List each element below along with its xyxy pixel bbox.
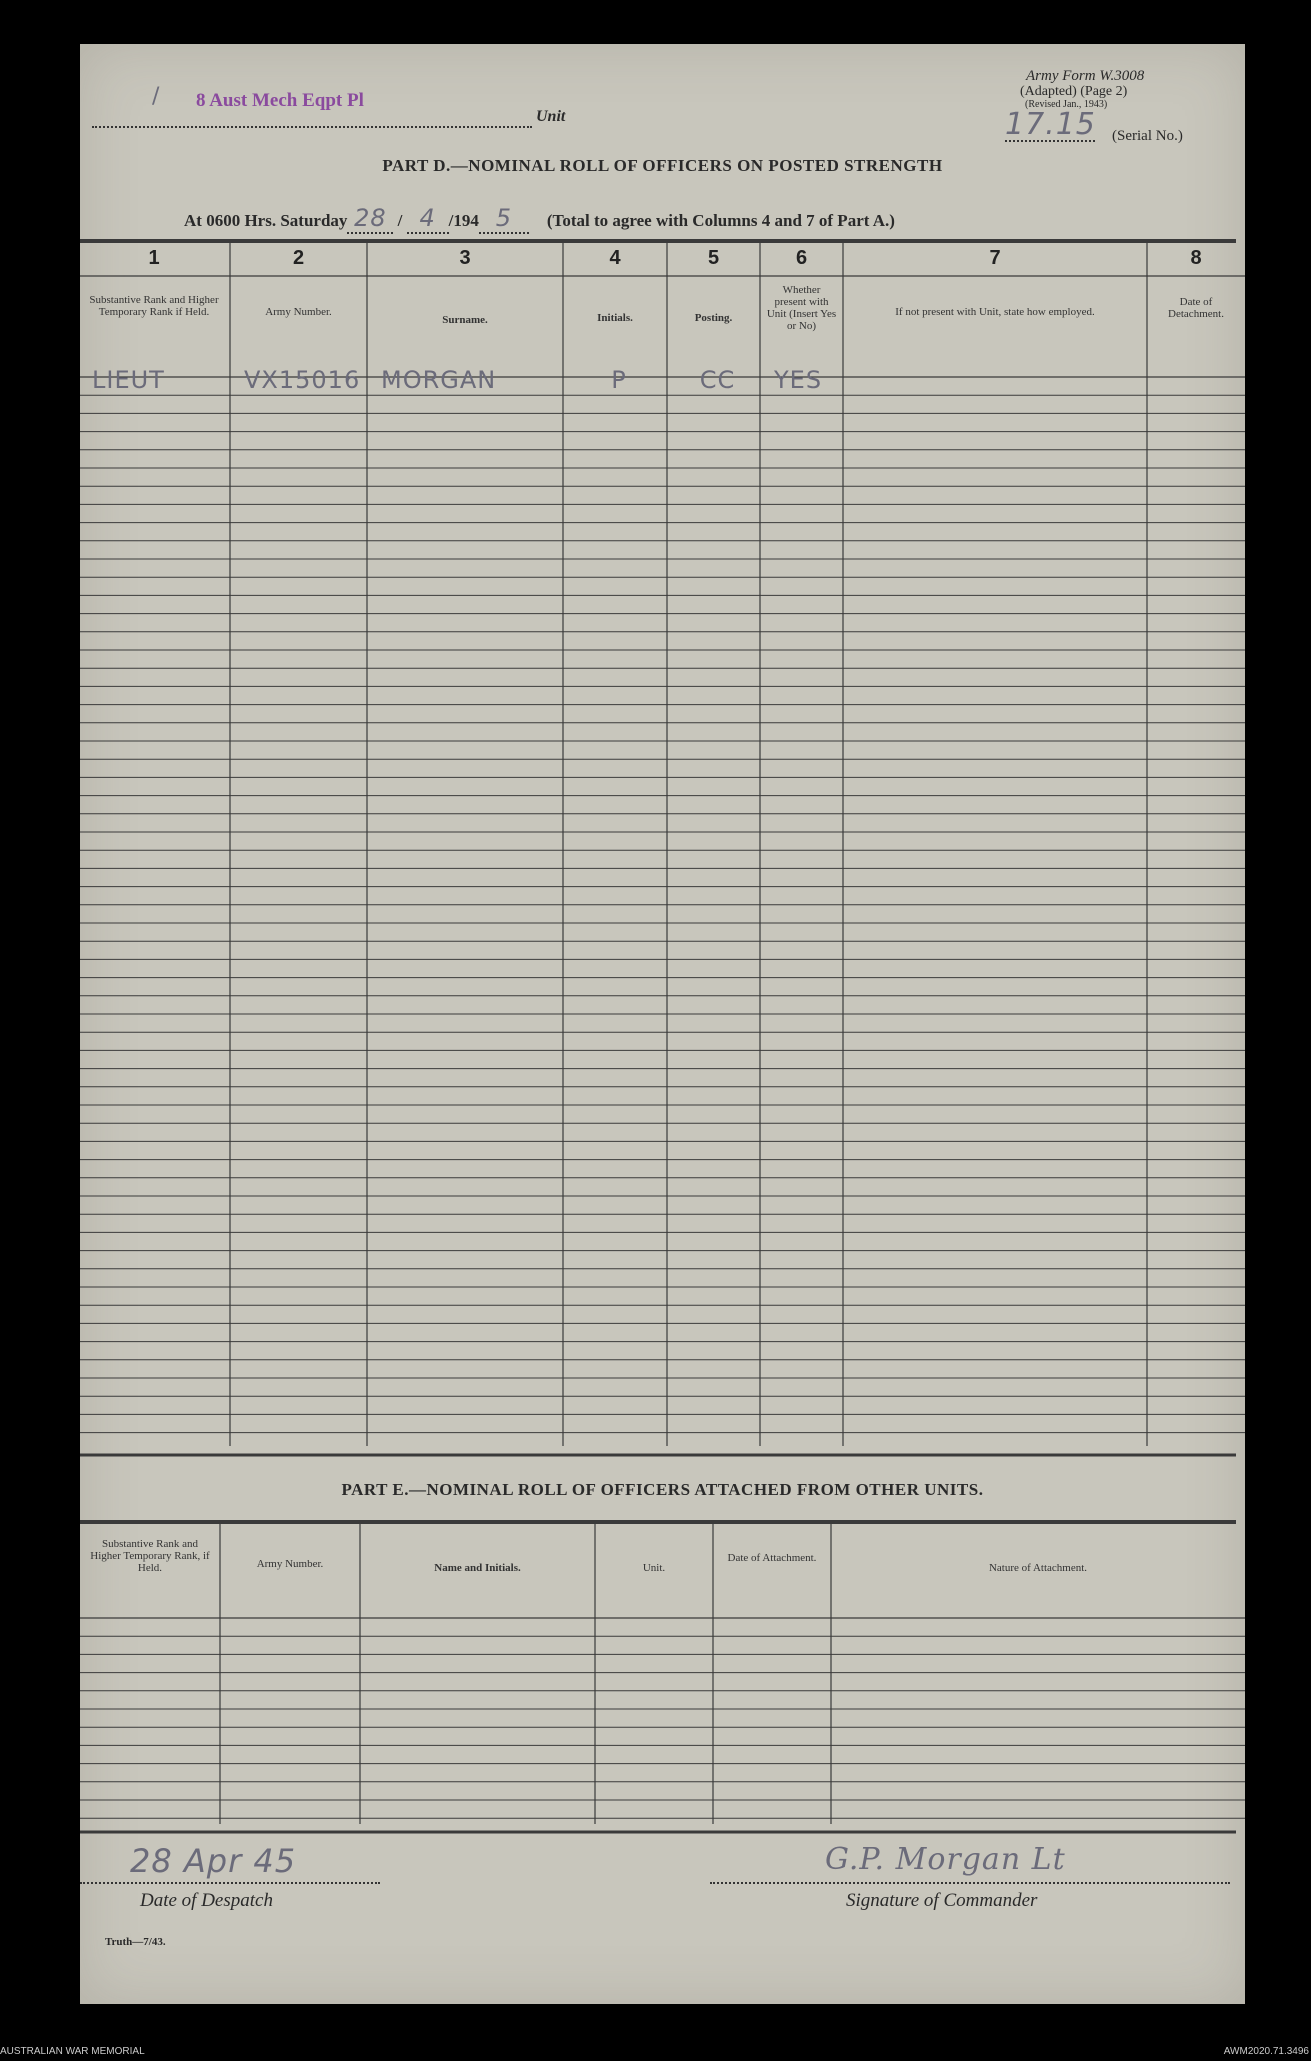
table-cell: P <box>611 367 627 393</box>
date-year-digit: 5 <box>479 204 529 234</box>
unit-label: Unit <box>536 108 566 125</box>
column-header-8: Date of Detachment. <box>1168 296 1224 320</box>
year-prefix: /194 <box>448 211 479 230</box>
date-day: 28 <box>347 204 393 234</box>
tick-mark: / <box>152 84 161 109</box>
column-header-2: Army Number. <box>265 306 332 318</box>
column-number-8: 8 <box>1190 247 1202 269</box>
column-number-6: 6 <box>795 247 808 269</box>
column-header-3: Surname. <box>442 314 488 326</box>
column-header-6: Whether present with Unit (Insert Yes or No) <box>766 284 837 332</box>
army-form-label: Army Form W.3008 <box>1026 68 1145 84</box>
part-e-column-header-6: Nature of Attachment. <box>988 1562 1088 1574</box>
part-e-column-header-5: Date of Attachment. <box>727 1552 817 1564</box>
column-number-1: 1 <box>148 247 160 269</box>
revised-label: (Revised Jan., 1943) <box>1025 99 1108 110</box>
printer-mark: Truth—7/43. <box>105 1936 166 1948</box>
table-cell: YES <box>774 367 823 393</box>
column-header-1: Substantive Rank and Higher Temporary Rank if Held. <box>89 294 219 318</box>
part-d-table-grid <box>80 44 1245 2004</box>
table-cell: LIEUT <box>92 367 165 393</box>
document-sheet <box>80 44 1245 2004</box>
commander-signature: G.P. Morgan Lt <box>825 1842 1066 1877</box>
part-d-date-line: At 0600 Hrs. Saturday 28 / 4 /194 5 (Total to agree with Columns 4 and 7 of Part A.) <box>184 204 895 232</box>
column-header-5: Posting. <box>694 312 733 324</box>
despatch-label: Date of Despatch <box>140 1890 273 1911</box>
date-month: 4 <box>407 204 449 234</box>
unit-stamp: 8 Aust Mech Eqpt Pl <box>196 90 364 111</box>
table-cell: VX15016 <box>244 367 361 393</box>
table-cell: MORGAN <box>381 367 497 393</box>
despatch-date-value: 28 Apr 45 <box>130 1842 297 1880</box>
part-e-column-header-2: Army Number. <box>256 1558 324 1570</box>
serial-number-value: 17.15 <box>1005 107 1096 142</box>
archive-reference: AWM2020.71.3496 <box>1223 2046 1309 2057</box>
despatch-dotted-line <box>80 1882 380 1884</box>
part-e-column-header-3: Name and Initials. <box>434 1562 521 1574</box>
column-number-5: 5 <box>707 247 720 269</box>
column-number-7: 7 <box>989 247 1001 269</box>
part-d-title: PART D.—NOMINAL ROLL OF OFFICERS ON POSTED STRENGTH <box>382 156 943 175</box>
column-number-3: 3 <box>459 247 471 269</box>
serial-label: (Serial No.) <box>1112 128 1183 144</box>
archive-credit: AUSTRALIAN WAR MEMORIAL <box>0 2046 145 2057</box>
adapted-label: (Adapted) (Page 2) <box>1020 84 1128 99</box>
column-header-7: If not present with Unit, state how employed. <box>895 306 1095 318</box>
total-note: (Total to agree with Columns 4 and 7 of Part A.) <box>546 211 895 230</box>
table-cell: CC <box>699 367 736 393</box>
column-header-4: Initials. <box>597 312 633 324</box>
part-e-column-header-1: Substantive Rank and Higher Temporary Rank, if Held. <box>90 1538 210 1574</box>
column-number-4: 4 <box>609 247 621 269</box>
signature-dotted-line <box>710 1882 1230 1884</box>
part-e-title: PART E.—NOMINAL ROLL OF OFFICERS ATTACHED FROM OTHER UNITS. <box>341 1480 984 1499</box>
part-e-column-header-4: Unit. <box>642 1562 666 1574</box>
signature-label: Signature of Commander <box>846 1890 1038 1911</box>
column-number-2: 2 <box>292 247 305 269</box>
at-prefix: At 0600 Hrs. Saturday <box>184 211 348 230</box>
